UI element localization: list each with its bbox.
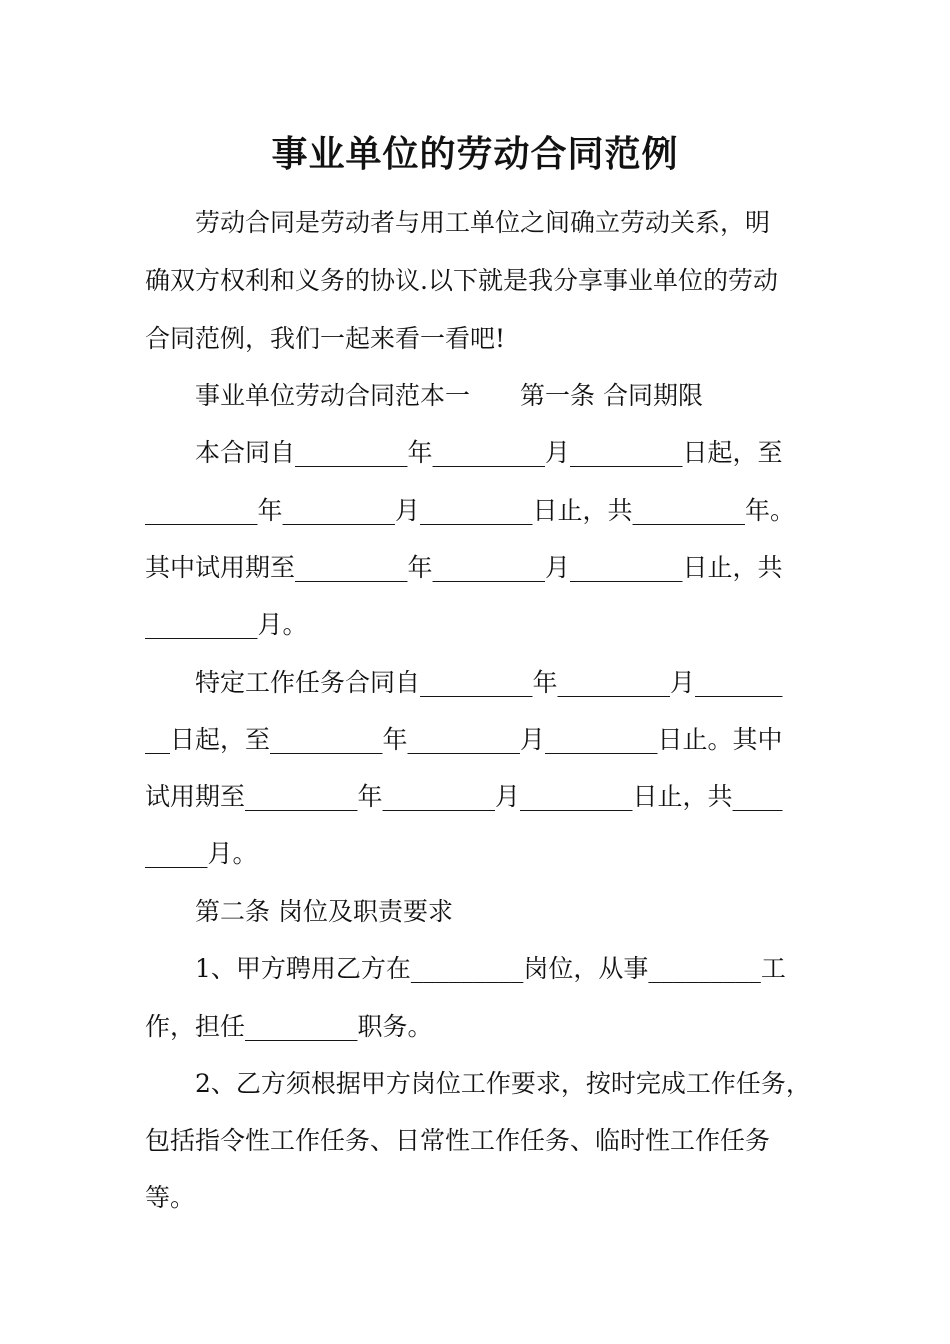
document-title: 事业单位的劳动合同范例 — [271, 133, 679, 175]
paragraph-line: 试用期至_________年_________月_________日止，共____ — [145, 782, 783, 811]
paragraph-line: __日起，至_________年_________月_________日止。其中 — [145, 725, 783, 754]
paragraph-line: _____月。 — [145, 839, 258, 868]
paragraph-line: 2、乙方须根据甲方岗位工作要求，按时完成工作任务， — [195, 1069, 811, 1098]
paragraph-line: _________月。 — [145, 610, 308, 639]
paragraph-line: 其中试用期至_________年_________月_________日止，共 — [145, 553, 783, 582]
section-heading-line: 第二条 岗位及职责要求 — [195, 897, 453, 926]
paragraph-line: 等。 — [145, 1183, 196, 1212]
paragraph-line: 包括指令性工作任务、日常性工作任务、临时性工作任务 — [145, 1126, 771, 1155]
paragraph-line: 合同范例，我们一起来看一看吧! — [145, 324, 506, 353]
paragraph-line: 确双方权利和义务的协议.以下就是我分享事业单位的劳动 — [145, 266, 778, 295]
paragraph-line: 1、甲方聘用乙方在_________岗位，从事_________工 — [195, 954, 786, 983]
paragraph-line: 作，担任_________职务。 — [145, 1012, 433, 1041]
paragraph-line: _________年_________月_________日止，共_________年。 — [145, 496, 796, 525]
paragraph-line: 劳动合同是劳动者与用工单位之间确立劳动关系，明 — [195, 208, 771, 237]
section-heading-line: 事业单位劳动合同范本一 第一条 合同期限 — [195, 381, 703, 410]
paragraph-line: 本合同自_________年_________月_________日起，至 — [195, 438, 783, 467]
paragraph-line: 特定工作任务合同自_________年_________月_______ — [195, 668, 783, 697]
